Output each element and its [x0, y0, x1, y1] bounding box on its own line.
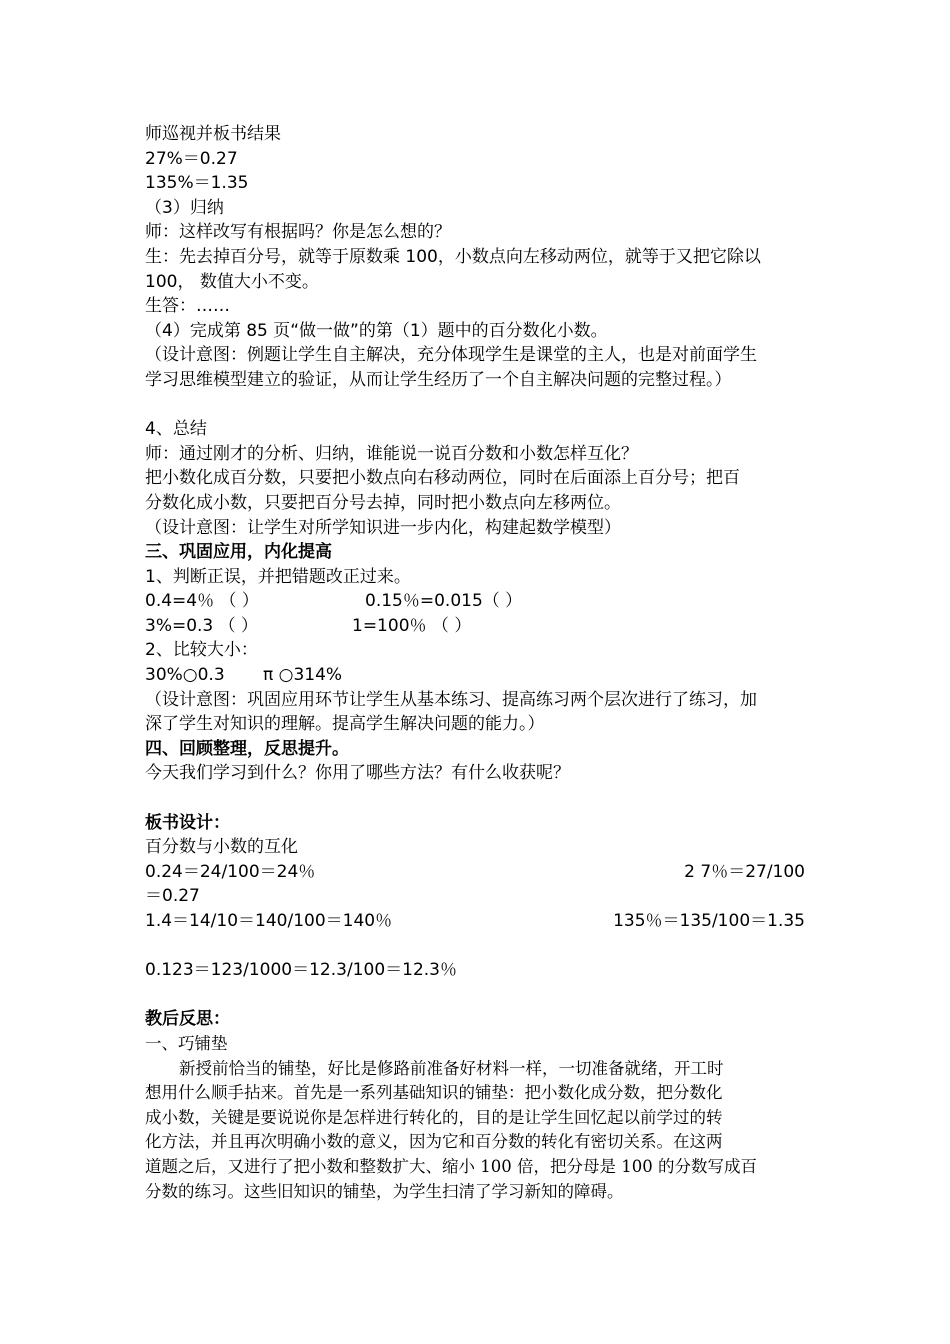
board-row	[145, 860, 810, 885]
board-item: 135％＝135/100＝1.35	[613, 911, 805, 931]
text-line: ＝0.27	[145, 886, 200, 907]
text-line: 深了学生对知识的理解。提高学生解决问题的能力。）	[145, 714, 545, 735]
section-heading: 4、总结	[145, 419, 207, 440]
section-heading: 四、回顾整理，反思提升。	[145, 738, 349, 759]
section-heading: 板书设计：	[145, 812, 230, 833]
paragraph-line: 新授前恰当的铺垫，好比是修路前准备好材料一样，一切准备就绪，开工时	[179, 1058, 724, 1078]
text-line: 师：通过刚才的分析、归纳，谁能说一说百分数和小数怎样互化？	[145, 443, 638, 464]
blank-line	[145, 393, 810, 418]
board-item: 0.24＝24/100＝24％	[145, 861, 316, 882]
section-heading: 一、巧铺垫	[145, 1033, 228, 1053]
text-line: （设计意图：巩固应用环节让学生从基本练习、提高练习两个层次进行了练习，加	[145, 689, 757, 710]
board-row	[145, 909, 810, 934]
paragraph-line: 成小数，关键是要说说你是怎样进行转化的，目的是让学生回忆起以前学过的转	[145, 1107, 723, 1127]
exercise-item: 30%○0.3	[145, 665, 225, 686]
text-line: （设计意图：例题让学生自主解决，充分体现学生是课堂的主人，也是对前面学生	[145, 345, 757, 366]
exercise-item: π ○314%	[263, 665, 343, 686]
exercise-item: 0.15％=0.015（ ）	[365, 591, 523, 612]
text-line: 把小数化成百分数，只要把小数点向右移动两位，同时在后面添上百分号；把百	[145, 468, 740, 489]
blank-line	[145, 786, 810, 811]
text-line: 师巡视并板书结果	[145, 124, 281, 144]
text-line: 100， 数值大小不变。	[145, 271, 319, 292]
text-line: （4）完成第 85 页“做一做”的第（1）题中的百分数化小数。	[145, 320, 608, 341]
text-line: 0.123＝123/1000＝12.3/100＝12.3％	[145, 960, 457, 981]
text-line: （3）归纳	[145, 197, 224, 218]
text-line: 135%＝1.35	[145, 173, 249, 194]
board-item: 1.4＝14/10＝140/100＝140％	[145, 911, 393, 931]
paragraph-line: 想用什么顺手拈来。首先是一系列基础知识的铺垫：把小数化成分数，把分数化	[145, 1083, 723, 1103]
text-line: 今天我们学习到什么？你用了哪些方法？有什么收获呢？	[145, 763, 570, 784]
exercise-item: 0.4=4％ （ ）	[145, 591, 259, 612]
exercise-row	[145, 614, 810, 639]
text-line: 师：这样改写有根据吗？你是怎么想的？	[145, 222, 451, 243]
text-line: 2、比较大小：	[145, 640, 258, 661]
text-line: 1、判断正误，并把错题改正过来。	[145, 566, 411, 587]
text-line: 生答：……	[145, 296, 230, 317]
section-heading: 教后反思：	[145, 1009, 230, 1030]
exercise-item: 1=100％ （ ）	[352, 615, 472, 636]
document-content	[145, 122, 810, 1204]
exercise-row	[145, 589, 810, 614]
blank-line	[145, 934, 810, 959]
board-item: 2 7％＝27/100	[684, 861, 805, 882]
paragraph-line: 化方法，并且再次明确小数的意义，因为它和百分数的转化有密切关系。在这两	[145, 1132, 723, 1152]
text-line: （设计意图：让学生对所学知识进一步内化，构建起数学模型）	[145, 517, 621, 538]
paragraph-line: 分数的练习。这些旧知识的铺垫，为学生扫清了学习新知的障碍。	[145, 1181, 624, 1201]
text-line: 学习思维模型建立的验证，从而让学生经历了一个自主解决问题的完整过程。）	[145, 369, 732, 390]
section-heading: 三、巩固应用，内化提高	[145, 542, 332, 563]
text-line: 27%＝0.27	[145, 148, 238, 169]
text-line: 分数化成小数，只要把百分号去掉，同时把小数点向左移两位。	[145, 492, 621, 513]
exercise-row	[145, 663, 810, 688]
paragraph-line: 道题之后，又进行了把小数和整数扩大、缩小 100 倍，把分母是 100 的分数写成百	[145, 1156, 757, 1176]
text-line: 百分数与小数的互化	[145, 837, 298, 858]
exercise-item: 3%=0.3 （ ）	[145, 615, 259, 636]
blank-line	[145, 983, 810, 1008]
text-line: 生：先去掉百分号，就等于原数乘 100，小数点向左移动两位，就等于又把它除以	[145, 246, 761, 267]
